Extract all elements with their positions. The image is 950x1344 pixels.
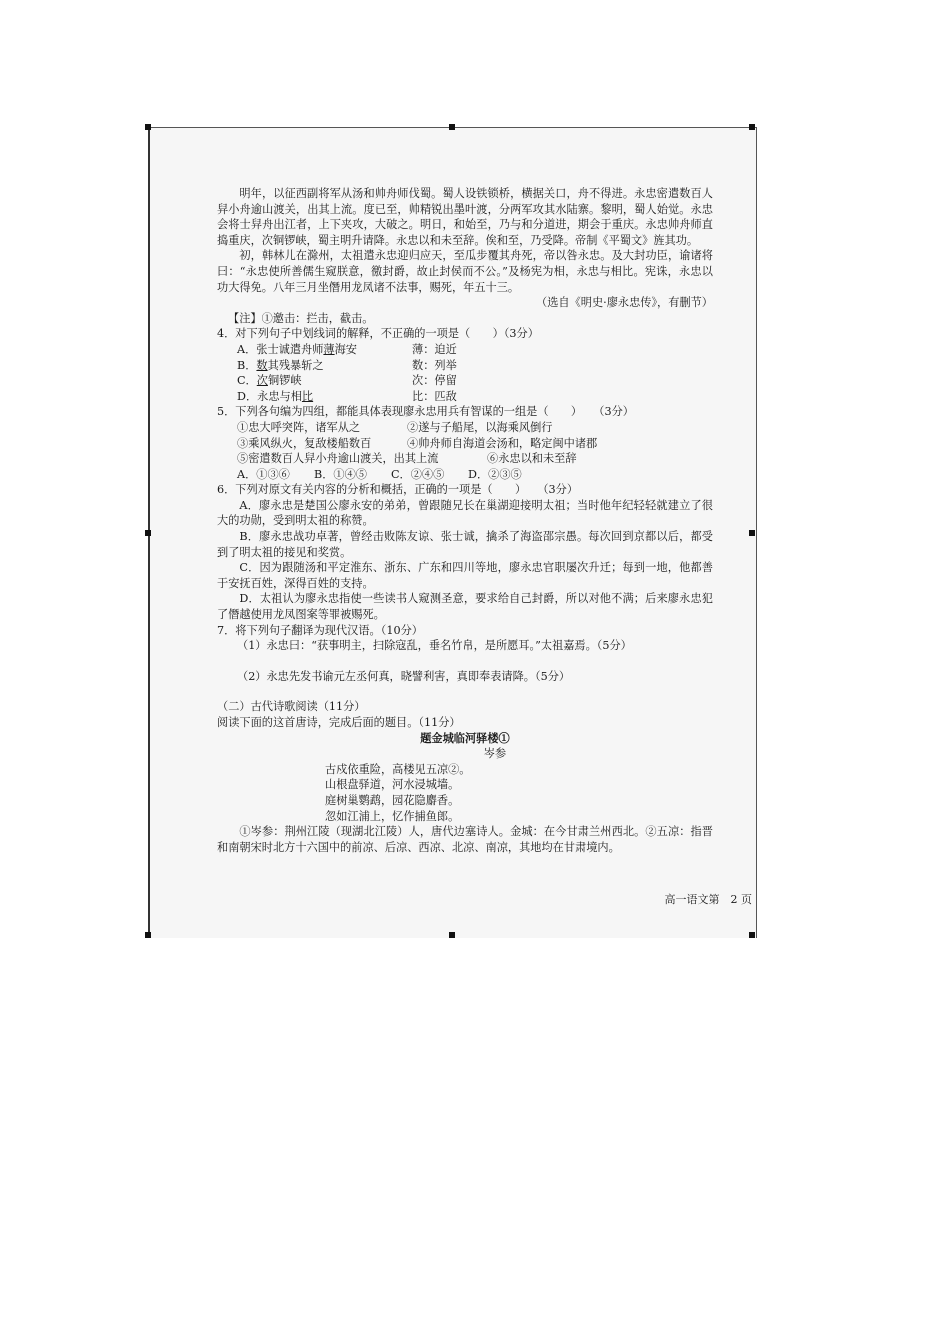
poem-title: 题金城临河驿楼① bbox=[420, 730, 510, 745]
question-6-option-c: C．因为跟随汤和平定淮东、浙东、广东和四川等地，廖永忠官职屡次升迁；每到一地，他都善于安抚百姓，深得百姓的支持。 bbox=[217, 561, 713, 590]
corner-marker bbox=[145, 124, 151, 130]
question-7-sentence-1: （1）永忠曰：“获事明主，扫除寇乱，垂名竹帛，是所愿耳。”太祖嘉焉。（5分） bbox=[237, 639, 632, 653]
question-6-option-a: A．廖永忠是楚国公廖永安的弟弟，曾跟随兄长在巢湖迎接明太祖；当时他年纪轻轻就建立了很大的功勋，受到明太祖的称赞。 bbox=[217, 498, 713, 528]
poetry-instruction: 阅读下面的这首唐诗，完成后面的题目。（11分） bbox=[217, 716, 461, 729]
passage-source: （选自《明史·廖永忠传》，有删节） bbox=[536, 296, 713, 310]
question-5-stem: 5．下列各句编为四组，都能具体表现廖永忠用兵有智谋的一组是（ ） （3分） bbox=[217, 405, 634, 419]
page-footer: 高一语文第 2 页 bbox=[664, 893, 752, 906]
passage-paragraph-1: 明年，以征西副将军从汤和帅舟师伐蜀。蜀人设铁锁桥，横据关口，舟不得进。永忠密遣数百人舁小舟逾山渡关，出其上流。度已至，帅精锐出墨叶渡，分两军攻其水陆寨。黎明，蜀人始觉。永忠会将士舁舟出江者，上下夹攻，大破之。明日，和始至，乃与和分道进，期会于重庆。永忠帅舟师直捣重庆，次铜锣峡，蜀主明升请降。永忠以和未至辞。俟和至，乃受降。帝制《平蜀文》旌其功。 bbox=[217, 187, 713, 247]
edge-marker bbox=[449, 932, 455, 938]
edge-marker bbox=[749, 530, 755, 536]
poem-line-1: 古戍依重险，高楼见五凉②。 bbox=[325, 762, 471, 776]
question-5-items-row-2: ③乘风纵火，复敌楼船数百 ④帅舟师自海道会汤和，略定闽中诸郡 bbox=[237, 436, 598, 450]
scanned-page bbox=[148, 127, 757, 938]
question-7-stem: 7．将下列句子翻译为现代汉语。（10分） bbox=[217, 623, 423, 637]
page-content bbox=[217, 186, 713, 855]
poem-line-3: 庭树巢鹦鹉，园花隐麝香。 bbox=[325, 793, 460, 807]
corner-marker bbox=[145, 932, 151, 938]
question-4-option-d: D．永忠与相比 比：匹敌 bbox=[237, 389, 457, 403]
question-4-option-b: B．数其残暴斩之 数：列举 bbox=[237, 358, 457, 372]
question-6-option-b: B．廖永忠战功卓著，曾经击败陈友谅、张士诚，擒杀了海盗邵宗愚。每次回到京都以后，都受到了明太祖的接见和奖赏。 bbox=[217, 530, 713, 559]
edge-marker bbox=[449, 124, 455, 130]
question-6-stem: 6．下列对原文有关内容的分析和概括，正确的一项是（ ） （3分） bbox=[217, 483, 579, 497]
question-4-option-c: C．次铜锣峡 次：停留 bbox=[237, 374, 457, 388]
question-5-items-row-1: ①忠大呼突阵，诸军从之 ②遂与子船尾，以海乘风倒行 bbox=[237, 420, 553, 434]
question-5-choices: A．①③⑥ B．①④⑤ C．②④⑤ D．②③⑤ bbox=[237, 467, 522, 481]
poem-line-2: 山根盘驿道，河水浸城墙。 bbox=[325, 778, 460, 792]
question-6-option-d: D．太祖认为廖永忠指使一些读书人窥测圣意，要求给自己封爵，所以对他不满；后来廖永忠犯了僭越使用龙凤图案等罪被赐死。 bbox=[217, 592, 713, 622]
question-7-sentence-2: （2）永忠先发书谕元左丞何真，晓譬利害，真即奉表请降。（5分） bbox=[237, 669, 571, 683]
passage-note: 【注】①邀击：拦击，截击。 bbox=[228, 311, 374, 325]
corner-marker bbox=[749, 124, 755, 130]
question-4-option-a: A．张士诚遣舟师薄海安 薄：迫近 bbox=[237, 342, 457, 356]
question-5-items-row-3: ⑤密遣数百人舁小舟逾山渡关，出其上流 ⑥永忠以和未至辞 bbox=[237, 452, 577, 466]
poem-line-4: 忽如江浦上，忆作捕鱼郎。 bbox=[325, 809, 460, 823]
question-4-stem: 4．对下列句子中划线词的解释，不正确的一项是（ ）（3分） bbox=[217, 327, 539, 341]
poetry-section-heading: （二）古代诗歌阅读（11分） bbox=[217, 700, 366, 714]
poem-author: 岑参 bbox=[483, 747, 507, 761]
passage-paragraph-2: 初，韩林儿在滁州，太祖遣永忠迎归应天，至瓜步覆其舟死，帝以咎永忠。及大封功臣，谕诸将曰：“永忠使所善儒生窥朕意，徼封爵，故止封侯而不公。”及杨宪为相，永忠与相比。宪诛，永忠以功大得免。八年三月坐僭用龙凤诸不法事，赐死，年五十三。 bbox=[217, 249, 713, 294]
edge-marker bbox=[145, 530, 151, 536]
corner-marker bbox=[749, 932, 755, 938]
poem-note: ①岑参：荆州江陵（现湖北江陵）人，唐代边塞诗人。金城：在今甘肃兰州西北。②五凉：指晋和南朝宋时北方十六国中的前凉、后凉、西凉、北凉、南凉，其地均在甘肃境内。 bbox=[217, 825, 713, 854]
